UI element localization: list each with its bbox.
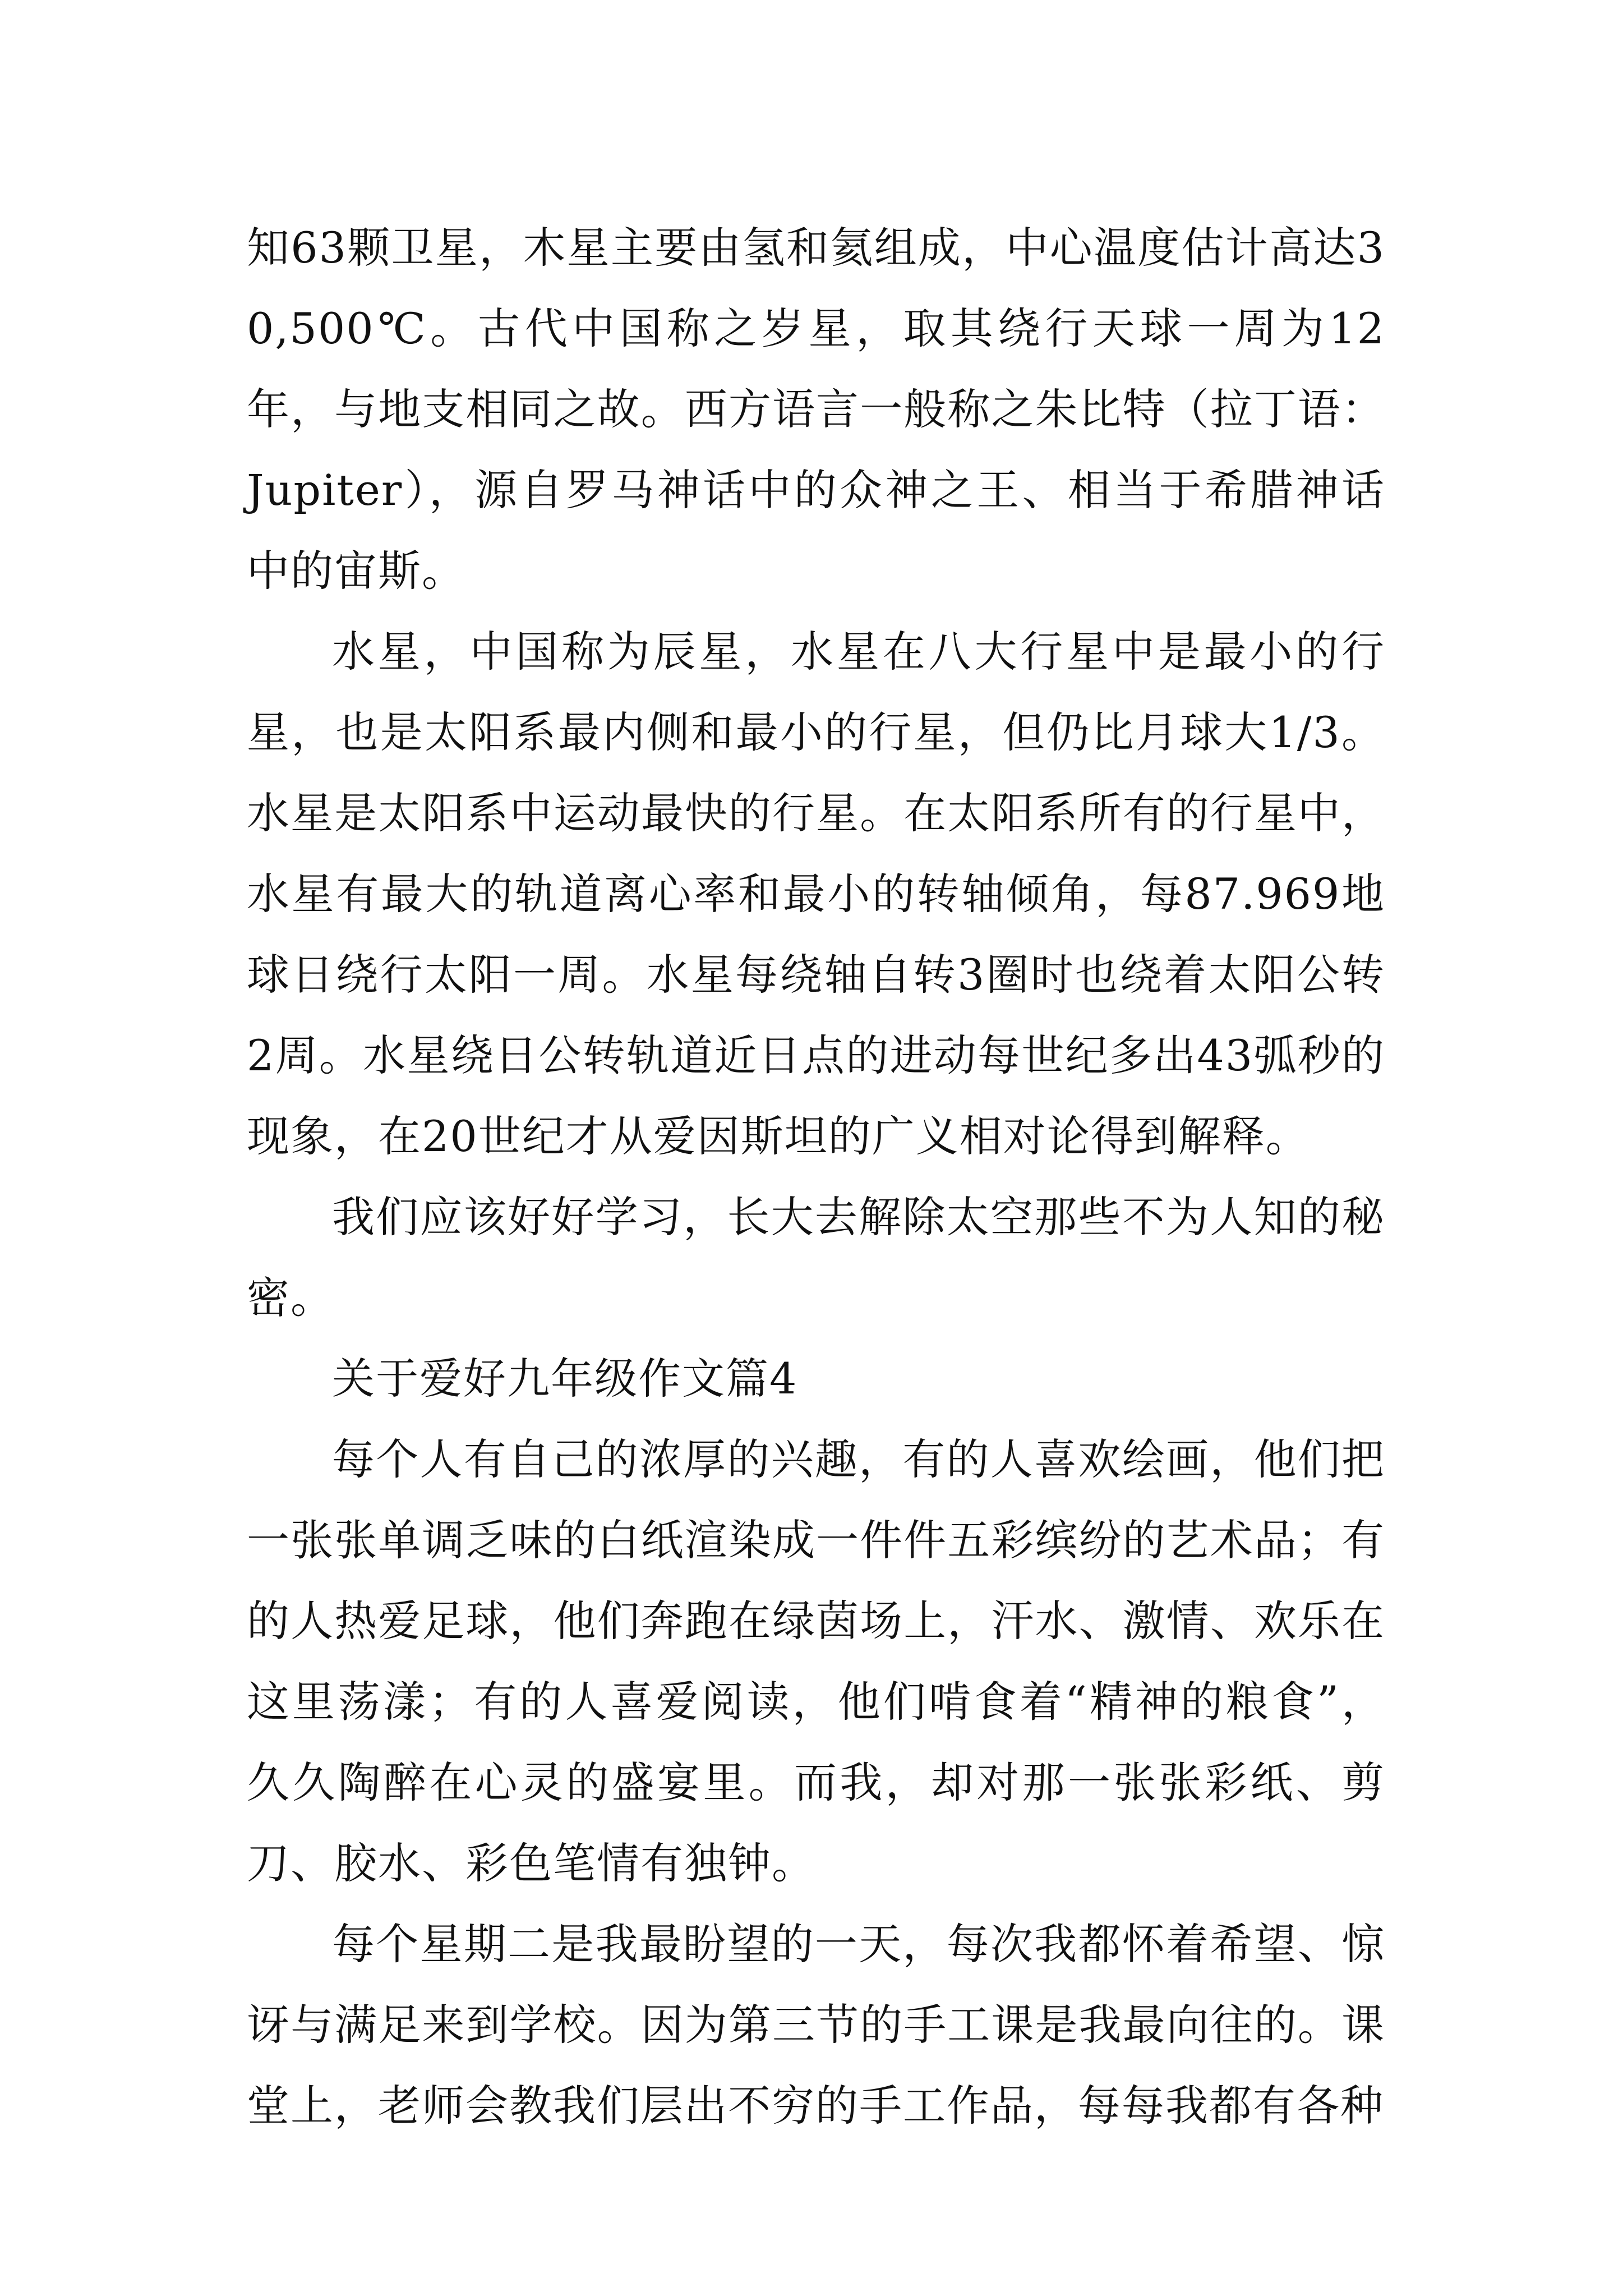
paragraph-hobbies: 每个人有自己的浓厚的兴趣，有的人喜欢绘画，他们把一张张单调乏味的白纸渲染成一件件五彩缤纷的艺术品；有的人热爱足球，他们奔跑在绿茵场上，汗水、激情、欢乐在这里荡漾；有的人喜爱阅读，他们啃食着“精神的粮食”，久久陶醉在心灵的盛宴里。而我，却对那一张张彩纸、剪刀、胶水、彩色笔情有独钟。 [247,1434,1385,1888]
document-body [247,208,1385,2146]
paragraph-jupiter: 知63颗卫星，木星主要由氢和氦组成，中心温度估计高达30,500℃。古代中国称之岁星，取其绕行天球一周为12年，与地支相同之故。西方语言一般称之朱比特（拉丁语：Jupiter），源自罗马神话中的众神之王、相当于希腊神话中的宙斯。 [247,223,1385,596]
section-heading: 关于爱好九年级作文篇4 [332,1354,798,1404]
paragraph-study: 我们应该好好学习，长大去解除太空那些不为人知的秘密。 [247,1192,1385,1323]
paragraph-mercury: 水星，中国称为辰星，水星在八大行星中是最小的行星，也是太阳系最内侧和最小的行星，但仍比月球大1/3。水星是太阳系中运动最快的行星。在太阳系所有的行星中，水星有最大的轨道离心率和最小的转轴倾角，每87.969地球日绕行太阳一周。水星每绕轴自转3圈时也绕着太阳公转2周。水星绕日公转轨道近日点的进动每世纪多出43弧秒的现象，在20世纪才从爱因斯坦的广义相对论得到解释。 [247,627,1385,1161]
paragraph-tuesday: 每个星期二是我最盼望的一天，每次我都怀着希望、惊讶与满足来到学校。因为第三节的手工课是我最向往的。课堂上，老师会教我们层出不穷的手工作品，每每我都有各种 [247,1919,1385,2131]
